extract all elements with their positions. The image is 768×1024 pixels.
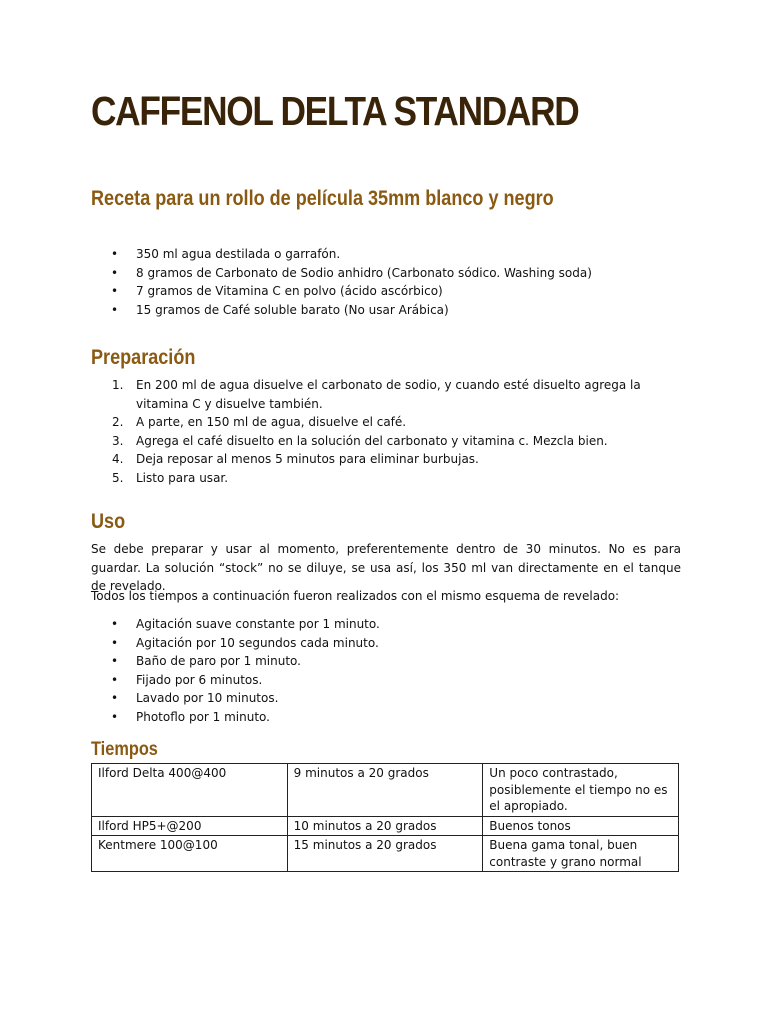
list-item: • Fijado por 6 minutos. [91, 671, 681, 690]
table-row [92, 764, 679, 817]
table-cell: Buena gama tonal, buen contraste y grano normal [483, 836, 679, 872]
bullet-icon: • [111, 709, 119, 724]
table-cell: Kentmere 100@100 [92, 836, 288, 872]
list-item: 5. Listo para usar. [112, 470, 229, 485]
times-heading: Tiempos [91, 739, 158, 760]
table-cell: 15 minutos a 20 grados [287, 836, 483, 872]
usage-heading: Uso [91, 510, 126, 533]
recipe-heading: Receta para un rollo de película 35mm blanco y negro [91, 187, 554, 210]
bullet-icon: • [111, 617, 119, 631]
bullet-icon: • [111, 247, 119, 261]
table-row [92, 836, 679, 872]
table-cell: Ilford HP5+@200 [92, 816, 288, 836]
usage-paragraph: Se debe preparar y usar al momento, preferentemente dentro de 30 minutos. No es para guardar. La solución “stock” no se diluye, se usa así, los 350 ml van directamente en el tanque de revelado. [91, 542, 681, 593]
list-item: • Lavado por 10 minutos. [91, 689, 681, 708]
list-item: • 350 ml agua destilada o garrafón. [91, 245, 681, 264]
list-item: • 15 gramos de Café soluble barato (No usar Arábica) [91, 301, 681, 320]
list-item: • 8 gramos de Carbonato de Sodio anhidro (Carbonato sódico. Washing soda) [91, 264, 681, 283]
bullet-icon: • [111, 672, 119, 687]
preparation-heading: Preparación [91, 346, 196, 369]
table-cell: Un poco contrastado, posiblemente el tiempo no es el apropiado. [483, 764, 679, 817]
list-item: 1. En 200 ml de agua disuelve el carbonato de sodio, y cuando esté disuelto agrega la vitamina C y disuelve también. [112, 378, 641, 411]
table-row [92, 816, 679, 836]
bullet-icon: • [111, 265, 119, 280]
list-item: 4. Deja reposar al menos 5 minutos para eliminar burbujas. [112, 452, 479, 466]
bullet-icon: • [111, 654, 119, 668]
times-table [91, 763, 679, 872]
list-item: • Agitación por 10 segundos cada minuto. [91, 634, 681, 653]
bullet-icon: • [111, 284, 119, 298]
document-title: CAFFENOL DELTA STANDARD [91, 88, 579, 134]
bullet-icon: • [111, 635, 119, 650]
bullet-icon: • [111, 302, 119, 317]
list-item: 2. A parte, en 150 ml de agua, disuelve el café. [112, 415, 407, 429]
table-cell: 10 minutos a 20 grados [287, 816, 483, 836]
ingredient-list [91, 245, 681, 319]
list-item: • Agitación suave constante por 1 minuto. [91, 615, 681, 634]
list-item: • 7 gramos de Vitamina C en polvo (ácido ascórbico) [91, 282, 681, 301]
development-scheme-list [91, 615, 681, 726]
preparation-steps [91, 376, 681, 487]
table-cell: Buenos tonos [483, 816, 679, 836]
list-item: 3. Agrega el café disuelto en la solución del carbonato y vitamina c. Mezcla bien. [112, 433, 608, 448]
table-cell: Ilford Delta 400@400 [92, 764, 288, 817]
bullet-icon: • [111, 691, 119, 705]
list-item: • Baño de paro por 1 minuto. [91, 652, 681, 671]
list-item: • Photoflo por 1 minuto. [91, 708, 681, 727]
table-cell: 9 minutos a 20 grados [287, 764, 483, 817]
usage-scheme-intro: Todos los tiempos a continuación fueron realizados con el mismo esquema de revelado: [91, 589, 620, 603]
